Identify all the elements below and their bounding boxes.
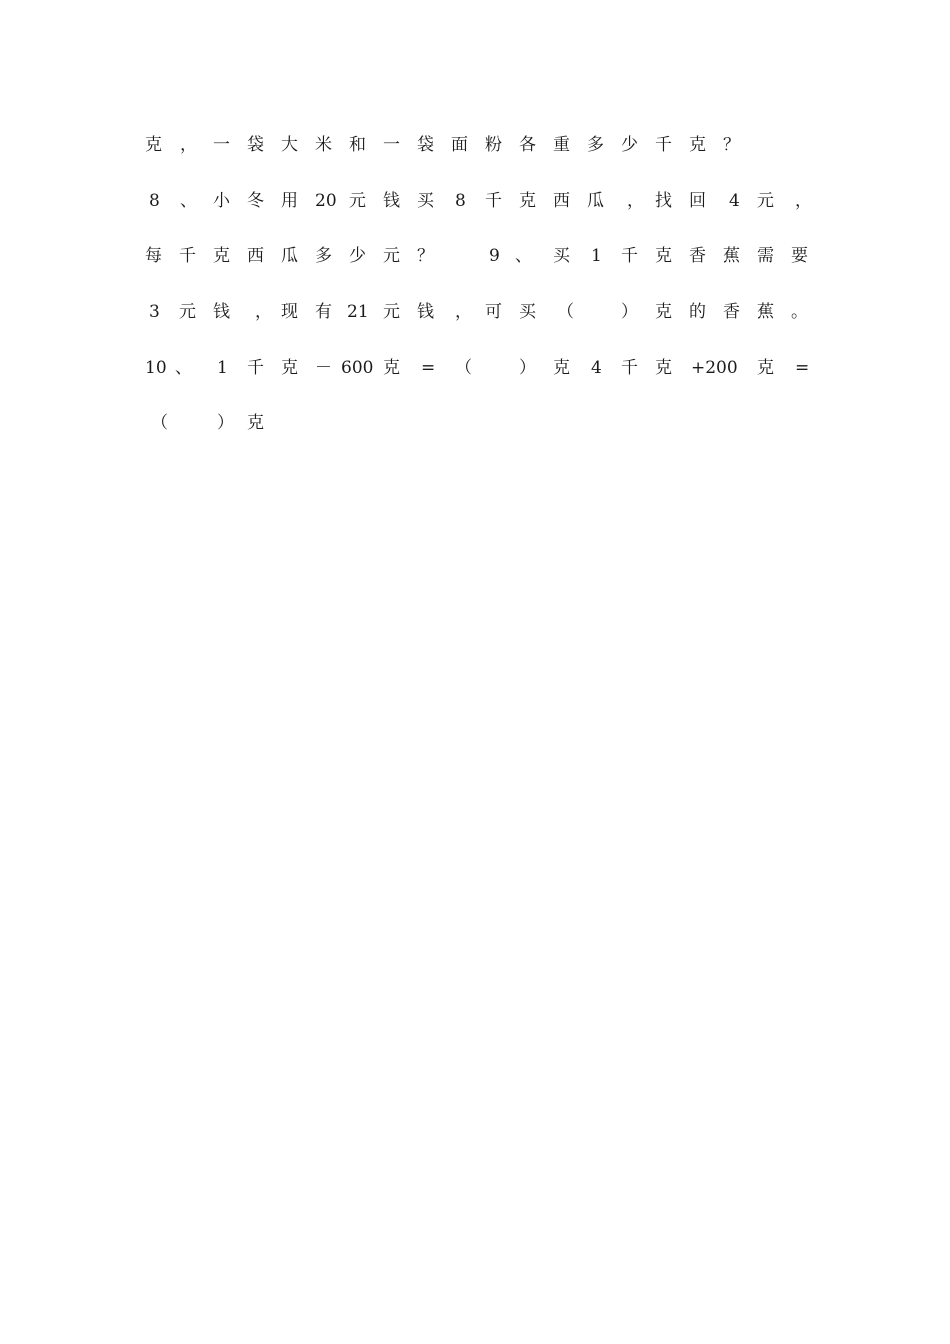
line-2-token: 西 xyxy=(553,191,570,211)
line-1-token: 重 xyxy=(553,135,570,155)
line-3-token: 西 xyxy=(247,246,264,266)
line-4-token: 克 xyxy=(655,302,672,322)
line-3-token: 、 xyxy=(515,246,532,266)
line-1-token: ？ xyxy=(723,135,740,155)
line-2-token: 元 xyxy=(757,191,774,211)
line-1-token: 千 xyxy=(655,135,672,155)
line-4-token: 现 xyxy=(281,302,298,322)
line-5-token: 克 xyxy=(655,358,672,378)
line-2-token: 买 xyxy=(417,191,434,211)
line-2-token: 千 xyxy=(485,191,502,211)
line-3-token: 香 xyxy=(689,246,706,266)
line-1-token: 各 xyxy=(519,135,536,155)
line-5-token: 、 xyxy=(175,358,192,378)
line-5-token: 克 xyxy=(383,358,400,378)
line-2-token: 小 xyxy=(213,191,230,211)
line-3-token: 元 xyxy=(383,246,400,266)
line-5-token: 克 xyxy=(281,358,298,378)
line-3-token: 瓜 xyxy=(281,246,298,266)
line-4-token: ， xyxy=(455,302,472,322)
line-1-token: 一 xyxy=(213,135,230,155)
line-5-token: 10 xyxy=(145,358,167,378)
line-4-token: 买 xyxy=(519,302,536,322)
line-3-token: 每 xyxy=(145,246,162,266)
text-line-3 xyxy=(145,244,810,268)
line-2-token: 冬 xyxy=(247,191,264,211)
line-1-token: 多 xyxy=(587,135,604,155)
line-4-token: 香 xyxy=(723,302,740,322)
line-3-token: 需 xyxy=(757,246,774,266)
line-1-token: ， xyxy=(180,135,197,155)
line-3-token: 9 xyxy=(489,246,500,266)
line-2-token: ， xyxy=(795,191,812,211)
line-5-token: － xyxy=(315,358,332,378)
line-3-token: 千 xyxy=(179,246,196,266)
line-4-token: 钱 xyxy=(417,302,434,322)
line-1-token: 少 xyxy=(621,135,638,155)
line-2-token: 瓜 xyxy=(587,191,604,211)
line-6-token: 克 xyxy=(247,413,264,433)
text-line-4 xyxy=(145,300,810,324)
text-line-5 xyxy=(145,356,810,380)
line-5-token: ） xyxy=(519,358,536,378)
line-4-token: ） xyxy=(621,302,638,322)
line-4-token: 元 xyxy=(383,302,400,322)
line-3-token: ？ xyxy=(417,246,434,266)
line-3-token: 克 xyxy=(213,246,230,266)
line-5-token: 克 xyxy=(757,358,774,378)
line-2-token: 用 xyxy=(281,191,298,211)
line-4-token: （ xyxy=(557,302,574,322)
line-5-token: 1 xyxy=(217,358,228,378)
line-1-token: 大 xyxy=(281,135,298,155)
line-2-token: 钱 xyxy=(383,191,400,211)
line-2-token: 4 xyxy=(729,191,740,211)
line-5-token: = xyxy=(421,358,436,378)
line-1-token: 克 xyxy=(145,135,162,155)
line-3-token: 少 xyxy=(349,246,366,266)
line-3-token: 1 xyxy=(591,246,602,266)
text-line-6 xyxy=(145,411,810,435)
line-2-token: ， xyxy=(627,191,644,211)
line-4-token: 蕉 xyxy=(757,302,774,322)
line-1-token: 袋 xyxy=(247,135,264,155)
line-5-token: 4 xyxy=(591,358,602,378)
line-4-token: 。 xyxy=(791,302,808,322)
line-4-token: 钱 xyxy=(213,302,230,322)
line-5-token: （ xyxy=(455,358,472,378)
line-3-token: 千 xyxy=(621,246,638,266)
line-3-token: 要 xyxy=(791,246,808,266)
line-4-token: 的 xyxy=(689,302,706,322)
text-line-1 xyxy=(145,133,810,157)
line-1-token: 米 xyxy=(315,135,332,155)
line-2-token: 20 xyxy=(315,191,337,211)
line-2-token: 找 xyxy=(655,191,672,211)
line-1-token: 袋 xyxy=(417,135,434,155)
line-1-token: 一 xyxy=(383,135,400,155)
line-3-token: 克 xyxy=(655,246,672,266)
line-5-token: 千 xyxy=(621,358,638,378)
line-4-token: 可 xyxy=(485,302,502,322)
line-1-token: 面 xyxy=(451,135,468,155)
line-4-token: ， xyxy=(255,302,272,322)
line-3-token: 多 xyxy=(315,246,332,266)
line-4-token: 3 xyxy=(149,302,160,322)
line-5-token: +200 xyxy=(691,358,738,378)
line-1-token: 克 xyxy=(689,135,706,155)
line-6-token: （ xyxy=(151,413,168,433)
line-4-token: 21 xyxy=(347,302,369,322)
line-2-token: 回 xyxy=(689,191,706,211)
line-3-token: 买 xyxy=(553,246,570,266)
line-5-token: 600 xyxy=(341,358,374,378)
line-5-token: = xyxy=(795,358,810,378)
line-2-token: 8 xyxy=(455,191,466,211)
line-2-token: 8 xyxy=(149,191,160,211)
line-4-token: 有 xyxy=(315,302,332,322)
line-1-token: 和 xyxy=(349,135,366,155)
line-5-token: 克 xyxy=(553,358,570,378)
line-1-token: 粉 xyxy=(485,135,502,155)
text-line-2 xyxy=(145,189,810,213)
line-3-token: 蕉 xyxy=(723,246,740,266)
line-2-token: 克 xyxy=(519,191,536,211)
line-6-token: ） xyxy=(217,413,234,433)
line-2-token: 、 xyxy=(180,191,197,211)
line-2-token: 元 xyxy=(349,191,366,211)
line-4-token: 元 xyxy=(179,302,196,322)
line-5-token: 千 xyxy=(247,358,264,378)
